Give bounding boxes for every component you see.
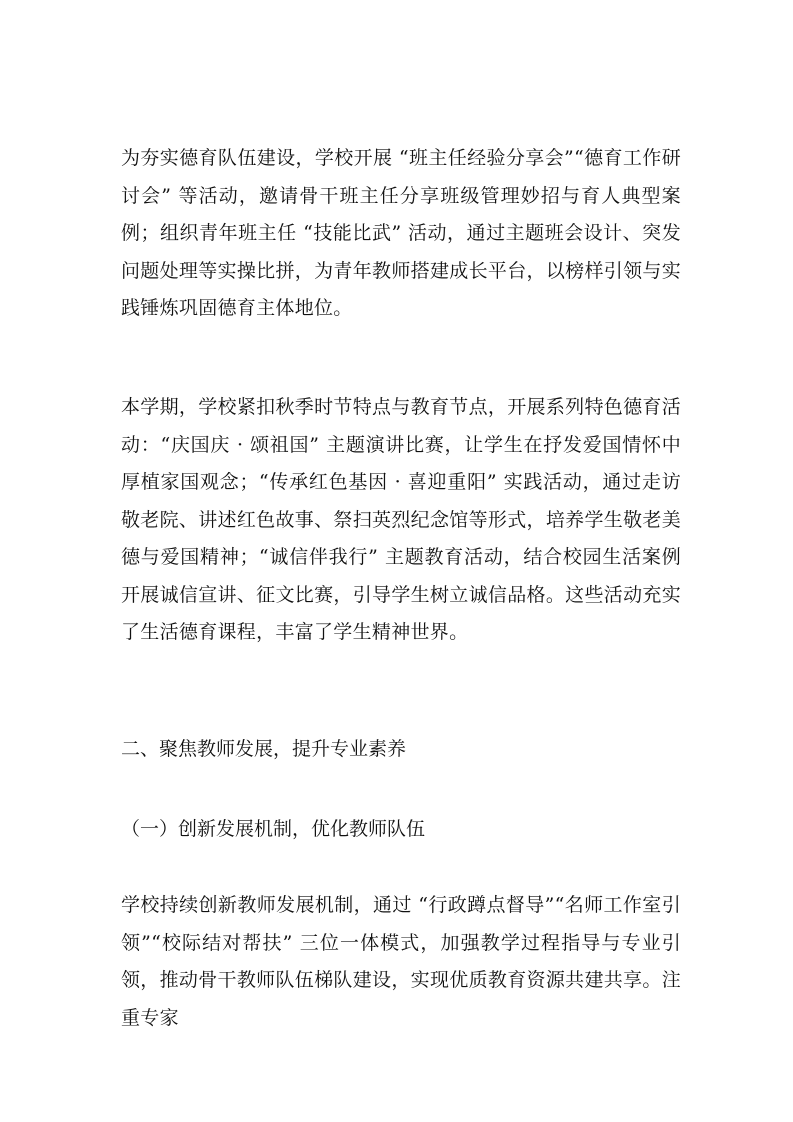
- paragraph-moral-team-building: 为夯实德育队伍建设，学校开展 “班主任经验分享会”“德育工作研讨会” 等活动，邀请骨干班主任分享班级管理妙招与育人典型案例；组织青年班主任 “技能比武” 活动，通过主题班会设计、突发问题处理等实操比拼，为青年教师搭建成长平台，以榜样引领与实践锤炼巩固德育主体地位。: [121, 147, 681, 319]
- paragraph-autumn-activities: 本学期，学校紧扣秋季时节特点与教育节点，开展系列特色德育活动：“庆国庆 · 颂祖国” 主题演讲比赛，让学生在抒发爱国情怀中厚植家国观念；“传承红色基因 · 喜迎重阳” 实践活动，通过走访敬老院、讲述红色故事、祭扫英烈纪念馆等形式，培养学生敬老美德与爱国精神；“诚信伴我行” 主题教育活动，结合校园生活案例开展诚信宣讲、征文比赛，引导学生树立诚信品格。这些活动充实了生活德育课程，丰富了学生精神世界。: [121, 396, 681, 643]
- subsection-heading-innovation-mechanism: （一）创新发展机制，优化教师队伍: [121, 818, 426, 840]
- paragraph-teacher-mechanism: 学校持续创新教师发展机制，通过 “行政蹲点督导”“名师工作室引领”“校际结对帮扶” 三位一体模式，加强教学过程指导与专业引领，推动骨干教师队伍梯队建设，实现优质教育资源共建共享。注重专家: [121, 894, 681, 1029]
- section-heading-teacher-development: 二、聚焦教师发展，提升专业素养: [121, 738, 407, 760]
